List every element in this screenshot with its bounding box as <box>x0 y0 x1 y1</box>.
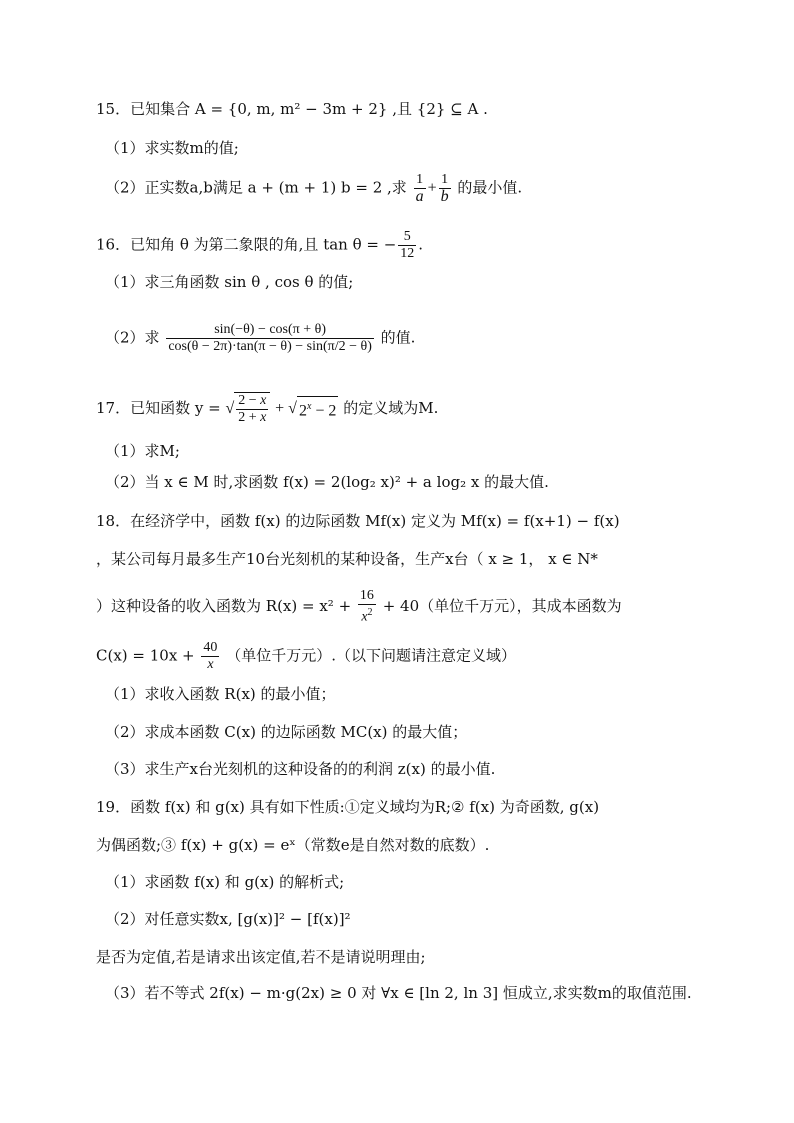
fraction-1-over-b: $\frac{1}{b}$ <box>440 172 449 205</box>
frac-num: 5 <box>398 229 416 246</box>
p16-q2-text: （2）求 <box>105 328 160 347</box>
p18-line1: 18．在经济学中，函数 f(x) 的边际函数 Mf(x) 定义为 Mf(x) = f(x+1) − f(x) <box>96 512 620 530</box>
p16-q2 <box>105 322 415 355</box>
p18-line4-tail: （单位千万元）.（以下问题请注意定义域） <box>226 646 516 665</box>
p19-q2-cont: 是否为定值,若是请求出该定值,若不是请说明理由; <box>96 948 426 966</box>
trig-den: cos(θ − 2π)·tan(π − θ) − sin(π/2 − θ) <box>168 339 372 354</box>
p18-line3 <box>96 588 622 626</box>
p18-line2: ，某公司每月最多生产10台光刻机的某种设备，生产x台（ x ≥ 1， x ∈ N* <box>96 550 598 568</box>
p18-q2: （2）求成本函数 C(x) 的边际函数 MC(x) 的最大值； <box>105 723 468 741</box>
fraction-5-over-12 <box>398 229 416 262</box>
p17-q1: （1）求M; <box>105 442 180 460</box>
p19-q2: （2）对任意实数x, [g(x)]² − [f(x)]² <box>105 910 351 928</box>
p19-q3: （3）若不等式 2f(x) − m·g(2x) ≥ 0 对 ∀x ∈ [ln 2, ln 3] 恒成立,求实数m的取值范围. <box>105 984 692 1002</box>
p15-q2: （2）正实数a,b满足 a + (m + 1) b = 2 ,求 $\frac{1}{a}$ + $\frac{1}{b}$ 的最小值. <box>105 172 523 205</box>
frac-den: 12 <box>400 246 415 261</box>
p18-line3-tail: + 40（单位千万元），其成本函数为 <box>382 596 622 615</box>
p18-q1: （1）求收入函数 R(x) 的最小值； <box>105 685 336 703</box>
p17-stem-tail: 的定义域为M. <box>343 399 439 417</box>
p18-line4 <box>96 640 516 673</box>
p16-stem-text: 16．已知角 θ 为第二象限的角,且 tan θ = − <box>96 235 397 254</box>
p15-q2-text: （2）正实数a,b满足 a + (m + 1) b = 2 ,求 <box>105 178 407 197</box>
p17-stem-text: 17．已知函数 y = <box>96 399 221 417</box>
p19-line1: 19．函数 f(x) 和 g(x) 具有如下性质:①定义域均为R;② f(x) 为奇函数, g(x) <box>96 798 600 816</box>
p18-line4-text: C(x) = 10x + <box>96 646 195 665</box>
trig-fraction <box>166 322 374 355</box>
p16-q2-tail: 的值. <box>380 328 416 347</box>
p16-q1: （1）求三角函数 sin θ , cos θ 的值; <box>105 273 354 291</box>
p15-q1: （1）求实数m的值; <box>105 139 239 157</box>
p15-q2-tail: 的最小值. <box>457 178 523 197</box>
p19-q1: （1）求函数 f(x) 和 g(x) 的解析式; <box>105 873 345 891</box>
p17-q2: （2）当 x ∈ M 时,求函数 f(x) = 2(log₂ x)² + a log₂ x 的最大值. <box>105 473 549 491</box>
fraction-1-over-a: $\frac{1}{a}$ <box>415 172 424 205</box>
p16-stem: 16．已知角 θ 为第二象限的角,且 tan θ = − $\frac{5}{12}$ . <box>96 229 424 261</box>
fraction-16-over-x2: $\frac{16}{x^2}$ <box>359 588 374 625</box>
p18-q3: （3）求生产x台光刻机的这种设备的的利润 z(x) 的最小值. <box>105 760 496 778</box>
p18-line3-text: ）这种设备的收入函数为 R(x) = x² + <box>96 596 352 615</box>
trig-num: sin(−θ) − cos(π + θ) <box>166 322 374 339</box>
sqrt-fraction: $\frac{2 - x}{2 + x}$ <box>234 392 270 426</box>
p15-stem: 15．已知集合 A = {0, m, m² − 3m + 2} ,且 {2} ⊆ A . <box>96 100 488 118</box>
sqrt-exp: $2^x - 2$ <box>297 396 338 421</box>
p17-stem: 17．已知函数 y = √ $\frac{2 - x}{2 + x}$ + √ $2^x - 2$ 的定义域为M. <box>96 393 439 425</box>
fraction-40-over-x: $\frac{40}{x}$ <box>203 640 218 672</box>
p19-line2: 为偶函数;③ f(x) + g(x) = eˣ（常数e是自然对数的底数）. <box>96 836 490 854</box>
